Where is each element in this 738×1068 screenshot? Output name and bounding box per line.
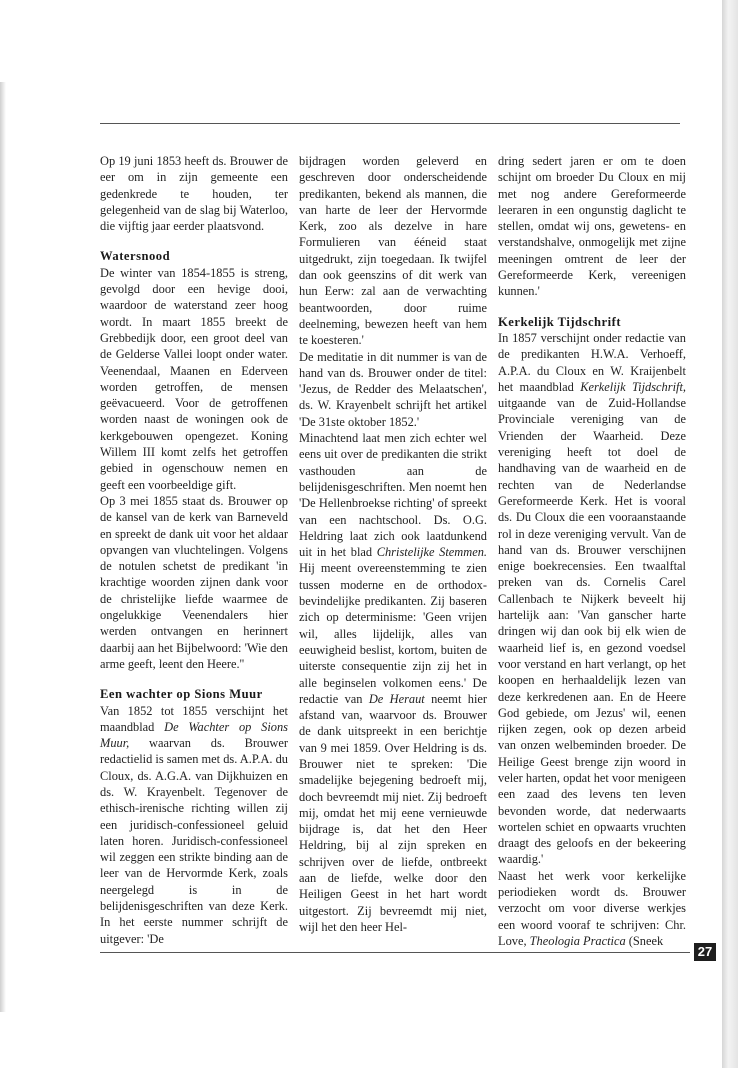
paragraph-periodieken: Naast het werk voor kerkelijke periodieken wordt ds. Brouwer verzocht om voor diverse werkjes een woord vooraf te schrijven: Chr. Love, Theologia Practica (Sneek — [498, 868, 686, 948]
paragraph-bijdragen: bijdragen worden geleverd en geschreven door onderscheidende predikanten, bekend als mannen, die van harte de leer der Hervormde Kerk, zoo als dezelve in hare Formulieren van ééneid staat uitgedrukt, zijn toegedaan. Ik twijfel dan ook geenszins of dit werk van hun Eerw: zal aan de verwachting beantwoorden, door ruime deelneming, bewezen heeft van hem te koesteren.' — [299, 154, 487, 348]
heading-wachter: Een wachter op Sions Muur — [100, 687, 263, 702]
page-number: 27 — [694, 943, 716, 961]
paragraph-heldring: dring sedert jaren er om te doen schijnt om broeder Du Cloux en mij met nog andere Gereformeerde leeraren in een ongunstig daglicht te stellen, omdat wij ons, gewetens- en verstandshalve, onmogelijk met zijne meeningen omtrent de leer der Gereformeerde Kerk, vereenigen kunnen.' — [498, 154, 686, 299]
paragraph-meditatie: De meditatie in dit nummer is van de hand van ds. Brouwer onder de titel: 'Jezus, de Redder des Melaatschen', ds. W. Krayenbelt schrijft het artikel 'De 31ste oktober 1852.' — [299, 349, 487, 429]
heading-kerkelijk-tijdschrift: Kerkelijk Tijdschrift — [498, 314, 622, 329]
column-1 — [100, 153, 288, 947]
page-edge — [722, 0, 738, 1068]
bottom-rule — [100, 952, 690, 953]
paragraph-minachtend: Minachtend laat men zich echter wel eens uit over de predikanten die strikt vasthouden aan de belijdenisgeschriften. Men noemt hen 'De Hellenbroekse richting' of spreekt van een nachtschool. Ds. O.G. Heldring laat zich ook laatdunkend uit in het blad Christelijke Stemmen. Hij meent overeenstemming te zien tussen moderne en de orthodox-bevindelijke predikanten. Zij baseren zich op determinisme: 'Geen vrijen wil, alles lijdelijk, alles van eeuwigheid beslist, kortom, buiten de uiterste consequentie zijn zij het in alle beginselen volkomen eens.' De redactie van De Heraut neemt hier afstand van, waarvoor ds. Brouwer de dank uitspreekt in een berichtje van 9 mei 1859. Over Heldring is ds. Brouwer niet te spreken: 'Die smadelijke bejegening bedroeft mij, doch bevreemdt mij niet. Zij bedroeft mij, omdat het mij eene vernieuwde bijdrage is, dat het den Heer Heldring, bij al zijn spreken en schrijven over de liefde, ontbreekt aan de liefde, welke door den Heiligen Geest in het hart wordt uitgestort. Zij bevreemdt mij niet, wijl het den heer Hel- — [299, 431, 488, 934]
paragraph-maandblad: Van 1852 tot 1855 verschijnt het maandblad De Wachter op Sions Muur, waarvan ds. Brouwer redactielid is samen met ds. A.P.A. du Cloux, ds. A.G.A. van Dijkhuizen en ds. W. Krayenbelt. Tegenover de ethisch-irenische richting willen zij een juridisch-confessioneel geluid laten horen. Juridisch-confessioneel wil zeggen een strikte binding aan de leer van de Hervormde Kerk, zoals neergelegd is in de belijdenisgeschriften van deze Kerk. In het eerste nummer schrijft de uitgever: 'De — [100, 703, 288, 946]
column-2 — [299, 153, 487, 935]
spine-fold — [0, 82, 6, 1012]
paragraph-winter: De winter van 1854-1855 is streng, gevolgd door een hevige dooi, waardoor de waterstand zeer hoog wordt. In maart 1855 breekt de Grebbedijk door, een groot deel van de Gelderse Vallei loopt onder water. Veenendaal, Maanen en Ederveen worden getroffen, de mensen geëvacueerd. Voor de getroffenen worden naast de woningen ook de kerkgebouwen opengezet. Koning Willem III komt zelfs het getroffen gebied in ogenschouw nemen en geeft een voorbeeldige gift. — [100, 265, 288, 492]
paragraph-waterloo: Op 19 juni 1853 heeft ds. Brouwer de eer om in zijn gemeente een gedenkrede te houden, ter gelegenheid van de slag bij Waterloo, die vijftig jaar eerder plaatsvond. — [100, 154, 288, 234]
paragraph-tijdschrift: In 1857 verschijnt onder redactie van de predikanten H.W.A. Verhoeff, A.P.A. du Cloux en W. Kraijenbelt het maandblad Kerkelijk Tijdschrift, uitgaande van de Zuid-Hollandse Provinciale vereniging van de Vrienden der Waarheid. Deze vereniging heeft tot doel de handhaving van de waarheid en de rechten van de Nederlandse Gereformeerde Kerk. Het is vooral ds. Du Cloux die een vooraanstaande rol in deze vereniging vervult. Van de hand van ds. Brouwer verschijnen enige boekrecensies. Een twaalftal preken van ds. Cornelis Carel Callenbach te Nijkerk beveelt hij hartelijk aan: 'Van ganscher harte dringen wij dan ook bij elk wien de waarheid lief is, en gezond voedsel voor verstand en hart verlangt, op het koopen en herhaaldelijk lezen van deze kerkredenen aan. En de Heere God gebiede, om Jezus' wil, eenen rijken zegen, ook op dezen arbeid van onzen welbeminden broeder. De Heilige Geest brenge zijn woord in veler harten, opdat het voor menigeen een zaad des levens ten leven bevonden worde, dat nederwaarts wortelen schiet en opwaarts vruchten draagt des geloofs en der bekeering waardig.' — [498, 330, 686, 867]
column-3 — [498, 153, 686, 949]
paragraph-barneveld: Op 3 mei 1855 staat ds. Brouwer op de kansel van de kerk van Barneveld en spreekt de dank uit voor het aldaar opvangen van vluchtelingen. Volgens de notulen schetst de predikant 'in krachtige woorden zijnen dank voor de christelijke liefde waarmee de ongelukkige Veenendalers hier werden ontvangen en herinnert daarbij aan het Bijbelwoord: 'Wie den arme geeft, leent den Heere.'' — [100, 493, 288, 671]
top-rule — [100, 123, 680, 124]
heading-watersnood: Watersnood — [100, 249, 171, 264]
